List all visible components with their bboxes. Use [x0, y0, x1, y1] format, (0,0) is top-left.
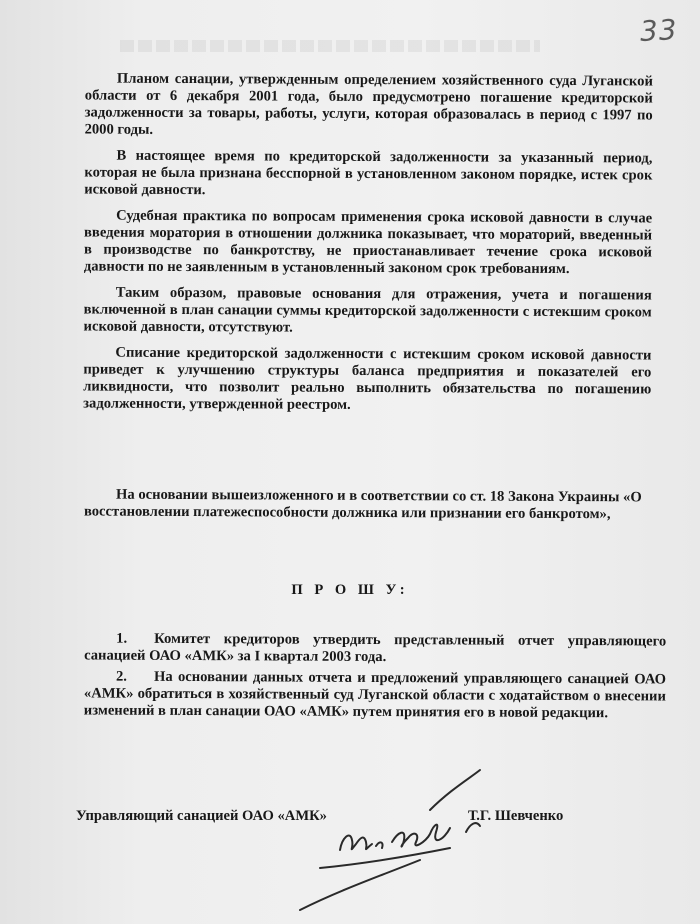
request-item [84, 630, 666, 667]
paragraph: Судебная практика по вопросам применения срока исковой давности в случае введения моратория в отношении должника показывает, что мораторий, введенный в производстве по банкротству, не приостанавливает течение срока исковой давности по не заявленным в установленный законом срок требованиям. [83, 207, 653, 278]
signatory-name: Т.Г. Шевченко [468, 808, 564, 824]
handwritten-signature [280, 760, 500, 920]
body-text [83, 71, 653, 425]
request-number: 2. [115, 668, 128, 685]
request-text: Комитет кредиторов утвердить представленный отчет управляющего санацией ОАО «АМК» за I квартал 2003 года. [84, 630, 667, 666]
paragraph: Планом санации, утвержденным определением хозяйственного суда Луганской области от 6 декабря 2001 года, было предусмотрено погашение кредиторской задолженности за товары, работы, услуги, которая образовалась в период с 1997 по 2000 годы. [84, 70, 653, 138]
signatory-title: Управляющий санацией ОАО «АМК» [76, 808, 327, 824]
request-heading: П Р О Ш У: [291, 582, 409, 598]
paragraph: Списание кредиторской задолженности с истекшим сроком исковой давности приведет к улучшению структуры баланса предприятия и показателей его ликвидности, что позволит реально выполнить обязательства по погашению задолженности, утвержденной реестром. [83, 344, 652, 413]
request-item [84, 668, 666, 722]
paragraph: В настоящее время по кредиторской задолженности за указанный период, которая не была признана бесспорной в установленном законом порядке, истек срок исковой давности. [84, 147, 653, 199]
signature-line [76, 808, 596, 828]
legal-basis-text: На основании вышеизложенного и в соответствии со ст. 18 Закона Украины «О восстановлении платежеспособности должника или признании его банкротом», [83, 486, 642, 523]
page-number: 33 [639, 13, 679, 48]
request-list [84, 630, 666, 726]
request-number: 1. [116, 630, 128, 647]
request-text: На основании данных отчета и предложений управляющего санацией ОАО «АМК» обратиться в хозяйственный суд Луганской области с ходатайством о внесении изменений в план санации ОАО «АМК» путем принятия его в новой редакции. [83, 668, 667, 722]
legal-basis [84, 486, 664, 523]
paragraph: Таким образом, правовые основания для отражения, учета и погашения включенной в план санации суммы кредиторской задолженности с истекшим сроком исковой давности, отсутствуют. [83, 284, 652, 336]
bleed-through-text [120, 40, 540, 52]
